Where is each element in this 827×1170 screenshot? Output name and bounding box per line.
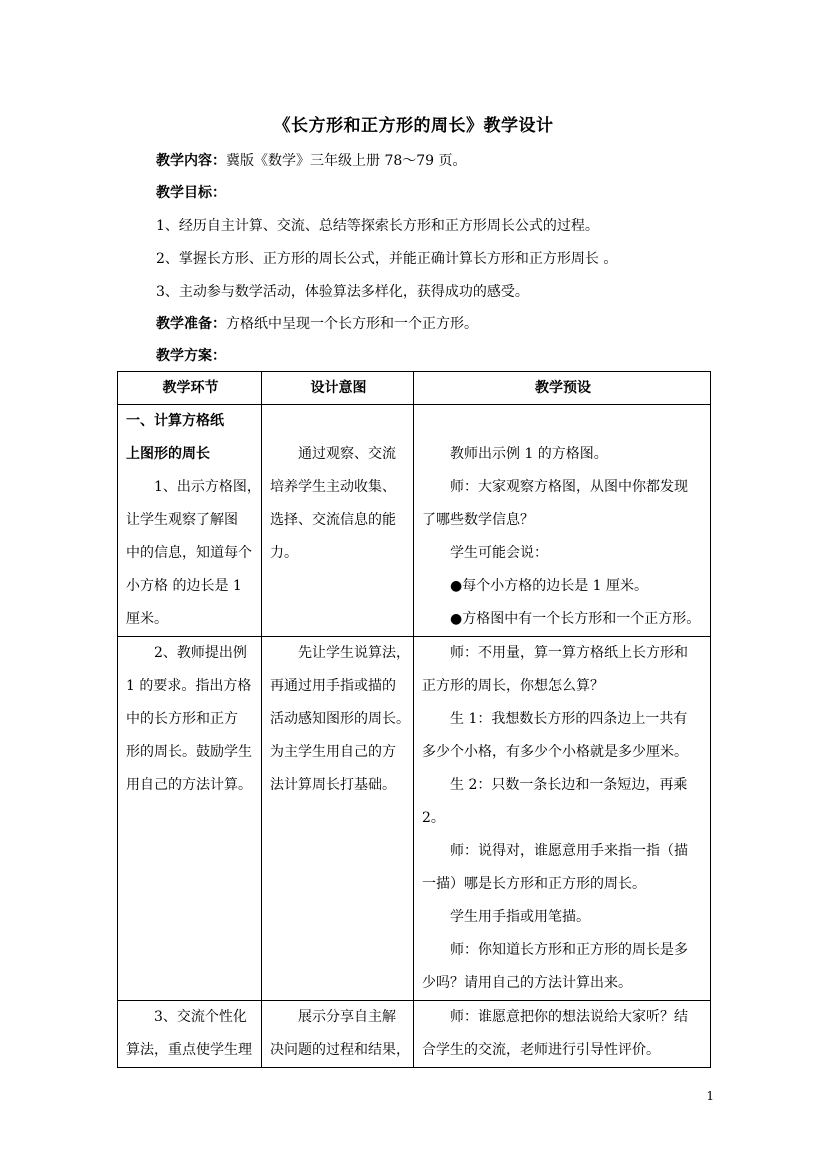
cell-line: 师：说得对，谁愿意用手来指一指（描 <box>450 843 688 859</box>
cell-line: 让学生观察了解图 <box>126 512 238 528</box>
cell-line: 活动感知图形的周长。 <box>270 711 410 727</box>
cell-line: 师：你知道长方形和正方形的周长是多 <box>450 942 688 958</box>
cell-line: 形的周长。鼓励学生 <box>126 744 252 760</box>
table-cell-intent <box>262 1001 414 1068</box>
cell-line: 学生可能会说： <box>450 545 548 561</box>
cell-line: 力。 <box>270 545 298 561</box>
table-cell-intent <box>262 405 414 637</box>
table-cell-preset <box>414 1001 711 1068</box>
table-cell-intent <box>262 637 414 1001</box>
table-row <box>118 405 711 637</box>
teaching-prep <box>156 314 726 334</box>
cell-line: 中的长方形和正方 <box>126 711 238 727</box>
goal-item: 2、掌握长方形、正方形的周长公式，并能正确计算长方形和正方形周长 。 <box>156 251 618 267</box>
cell-line: 师：谁愿意把你的想法说给大家听？结 <box>450 1009 688 1025</box>
table-cell-stage <box>118 1001 262 1068</box>
cell-line: 再通过用手指或描的 <box>270 678 396 694</box>
cell-line: 决问题的过程和结果， <box>270 1042 410 1058</box>
teaching-content-label: 教学内容： <box>156 153 226 169</box>
cell-line: 1 的要求。指出方格 <box>126 678 252 694</box>
cell-line: 算法，重点使学生理 <box>126 1042 252 1058</box>
cell-line: 了哪些数学信息？ <box>422 512 534 528</box>
teaching-prep-text: 方格纸中呈现一个长方形和一个正方形。 <box>226 316 478 332</box>
teaching-prep-label: 教学准备： <box>156 316 226 332</box>
table-cell-preset <box>414 405 711 637</box>
column-header: 教学环节 <box>118 372 262 405</box>
cell-line: ●方格图中有一个长方形和一个正方形。 <box>450 611 701 627</box>
cell-line: 小方格 的边长是 1 <box>126 578 242 594</box>
teaching-plan-table <box>117 371 711 1068</box>
cell-line: 师：不用量，算一算方格纸上长方形和 <box>450 645 688 661</box>
column-header: 教学预设 <box>414 372 711 405</box>
cell-line: 2。 <box>422 810 445 826</box>
cell-line: 一、计算方格纸 <box>126 413 224 429</box>
teaching-goals-label: 教学目标： <box>156 185 226 201</box>
cell-line: 通过观察、交流 <box>298 446 396 462</box>
cell-line <box>422 405 704 438</box>
cell-line: 为主学生用自己的方 <box>270 744 396 760</box>
goal-item: 1、经历自主计算、交流、总结等探索长方形和正方形周长公式的过程。 <box>156 218 599 234</box>
cell-line: 生 2：只数一条长边和一条短边，再乘 <box>450 777 688 793</box>
cell-line: 用自己的方法计算。 <box>126 777 252 793</box>
cell-line: 正方形的周长，你想怎么算？ <box>422 678 604 694</box>
table-cell-stage <box>118 405 262 637</box>
cell-line: ●每个小方格的边长是 1 厘米。 <box>450 578 649 594</box>
table-cell-stage <box>118 637 262 1001</box>
cell-line <box>270 405 407 438</box>
table-cell-preset <box>414 637 711 1001</box>
cell-line: 学生用手指或用笔描。 <box>450 909 590 925</box>
goal-item: 3、主动参与数学活动，体验算法多样化，获得成功的感受。 <box>156 284 529 300</box>
cell-line: 一描）哪是长方形和正方形的周长。 <box>422 876 646 892</box>
cell-line: 选择、交流信息的能 <box>270 512 396 528</box>
cell-line: 培养学生主动收集、 <box>270 479 396 495</box>
cell-line: 合学生的交流，老师进行引导性评价。 <box>422 1042 660 1058</box>
column-header: 设计意图 <box>262 372 414 405</box>
teaching-content <box>156 151 726 171</box>
cell-line: 展示分享自主解 <box>298 1009 396 1025</box>
document-title: 《长方形和正方形的周长》教学设计 <box>273 116 554 136</box>
cell-line: 中的信息，知道每个 <box>126 545 252 561</box>
table-row <box>118 1001 711 1068</box>
cell-line: 2、教师提出例 <box>154 645 247 661</box>
cell-line: 生 1：我想数长方形的四条边上一共有 <box>450 711 688 727</box>
cell-line: 厘米。 <box>126 611 168 627</box>
table-row <box>118 637 711 1001</box>
teaching-plan-label: 教学方案： <box>156 348 226 364</box>
cell-line: 先让学生说算法， <box>298 645 410 661</box>
cell-line: 法计算周长打基础。 <box>270 777 396 793</box>
cell-line: 多少个小格，有多少个小格就是多少厘米。 <box>422 744 688 760</box>
cell-line: 师：大家观察方格图，从图中你都发现 <box>450 479 688 495</box>
page-number: 1 <box>706 1089 714 1103</box>
cell-line: 3、交流个性化 <box>154 1009 247 1025</box>
cell-line: 上图形的周长 <box>126 446 210 462</box>
cell-line: 教师出示例 1 的方格图。 <box>450 446 608 462</box>
teaching-content-text: 冀版《数学》三年级上册 78～79 页。 <box>226 153 467 169</box>
cell-line: 1、出示方格图， <box>154 479 261 495</box>
table-header-row <box>118 372 711 405</box>
cell-line: 少吗？请用自己的方法计算出来。 <box>422 975 632 991</box>
